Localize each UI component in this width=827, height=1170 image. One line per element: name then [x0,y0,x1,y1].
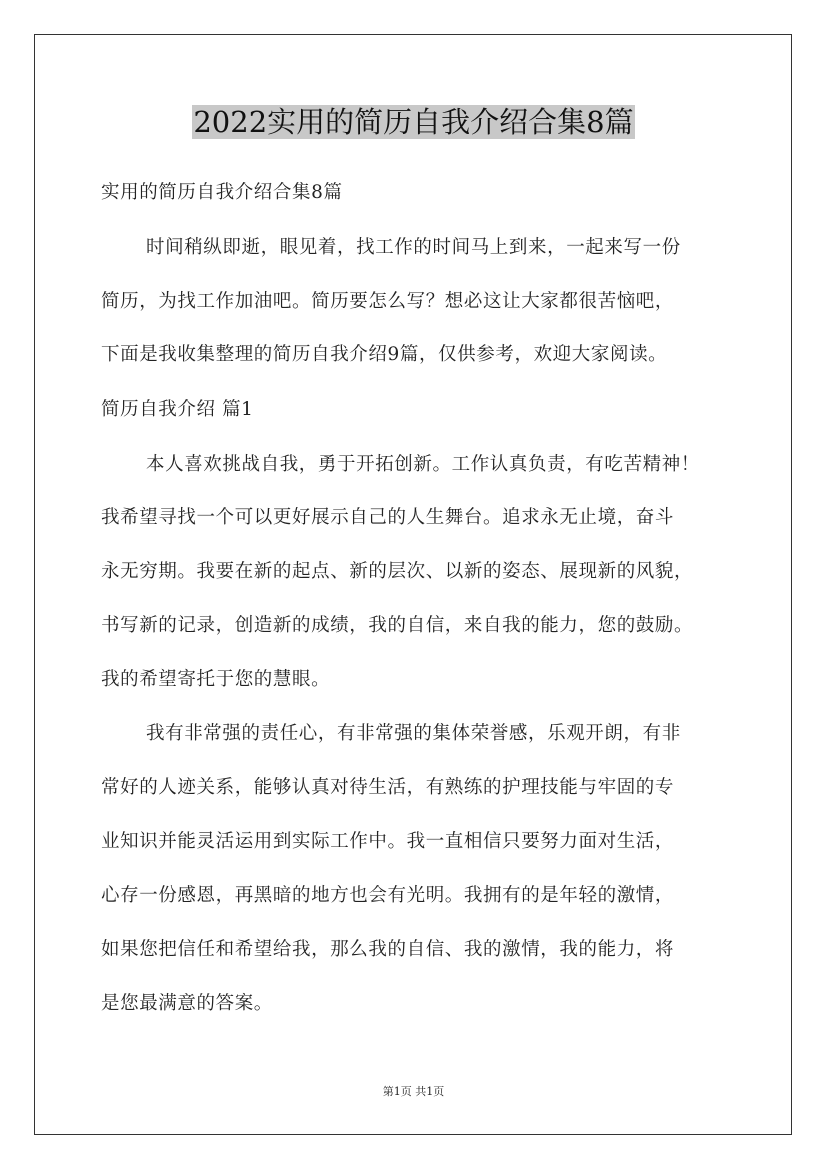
para2-line-1: 我有非常强的责任心，有非常强的集体荣誉感，乐观开朗，有非 [146,723,681,744]
para1-line-3: 永无穷期。我要在新的起点、新的层次、以新的姿态、展现新的风貌， [101,561,694,582]
para1-line-4: 书写新的记录，创造新的成绩，我的自信，来自我的能力，您的鼓励。 [101,615,694,636]
para1-line-1: 本人喜欢挑战自我，勇于开拓创新。工作认真负责，有吃苦精神！ [146,454,700,475]
document-title-wrap [0,102,827,142]
intro-line-3: 下面是我收集整理的简历自我介绍9篇，仅供参考，欢迎大家阅读。 [101,344,668,365]
para1-line-2: 我希望寻找一个可以更好展示自己的人生舞台。追求永无止境，奋斗 [101,507,675,528]
intro-line-1: 时间稍纵即逝，眼见着，找工作的时间马上到来，一起来写一份 [146,237,681,258]
document-title: 2022实用的简历自我介绍合集8篇 [193,105,634,139]
para2-line-2: 常好的人迹关系，能够认真对待生活，有熟练的护理技能与牢固的专 [101,777,675,798]
para2-line-4: 心存一份感恩，再黑暗的地方也会有光明。我拥有的是年轻的激情， [101,885,675,906]
para2-line-5: 如果您把信任和希望给我，那么我的自信、我的激情，我的能力，将 [101,939,675,960]
para2-line-3: 业知识并能灵活运用到实际工作中。我一直相信只要努力面对生活， [101,831,675,852]
intro-line-2: 简历，为找工作加油吧。简历要怎么写？想必这让大家都很苦恼吧， [101,291,675,312]
para2-line-6: 是您最满意的答案。 [101,993,273,1014]
para1-line-5: 我的希望寄托于您的慧眼。 [101,669,331,690]
document-subtitle: 实用的简历自我介绍合集8篇 [101,182,343,203]
page-footer: 第1页 共1页 [382,1085,445,1098]
section-heading: 简历自我介绍 篇1 [101,399,254,420]
